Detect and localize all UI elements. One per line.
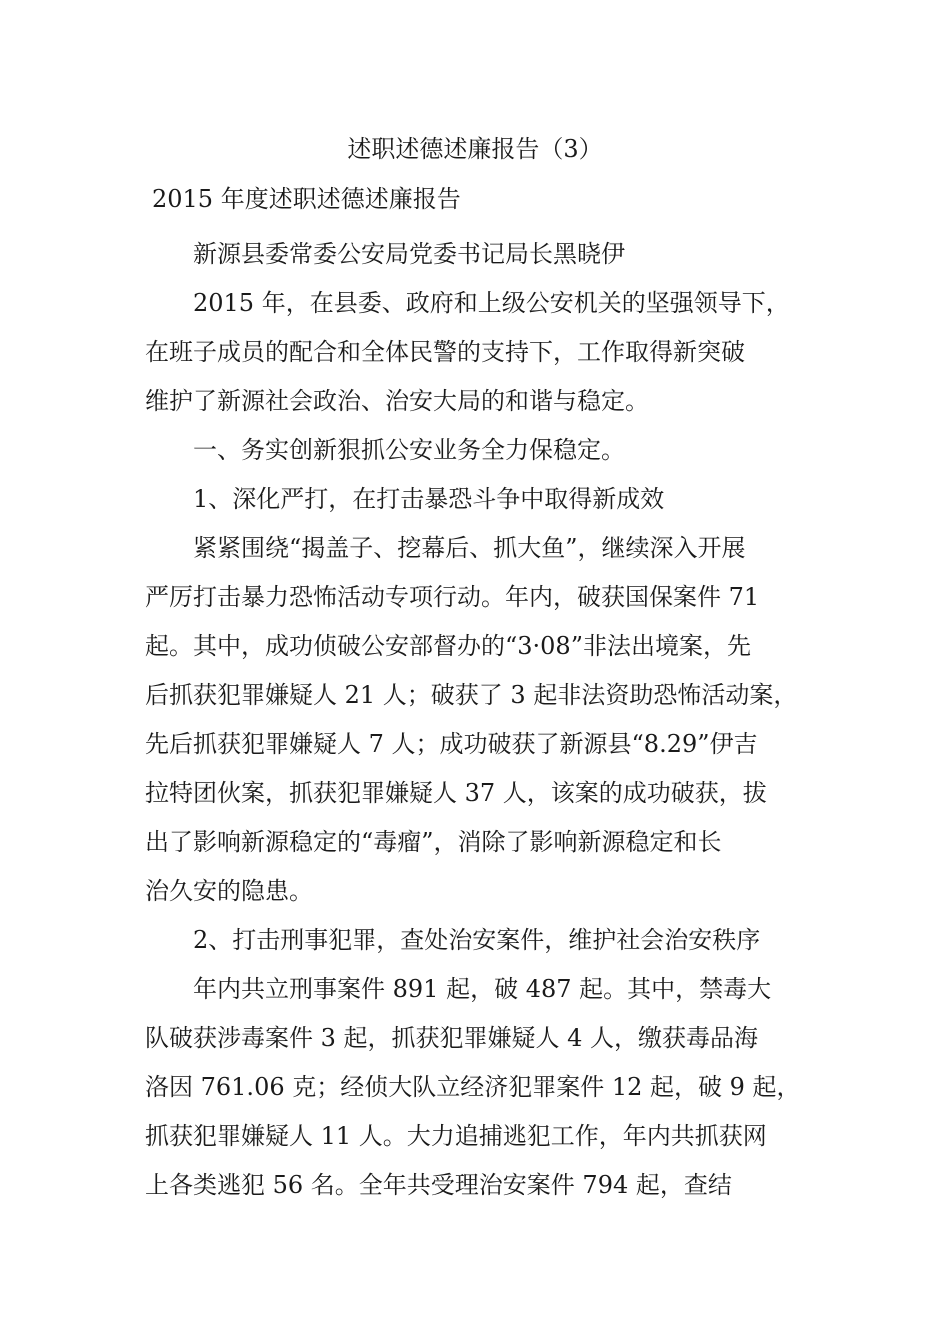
body-line: 起。其中，成功侦破公安部督办的“3·08”非法出境案，先 xyxy=(145,632,751,660)
body-line: 2015 年，在县委、政府和上级公安机关的坚强领导下， xyxy=(145,289,790,317)
body-line: 拉特团伙案，抓获犯罪嫌疑人 37 人，该案的成功破获，拔 xyxy=(145,779,767,807)
body-line: 后抓获犯罪嫌疑人 21 人；破获了 3 起非法资助恐怖活动案， xyxy=(145,681,798,709)
body-line: 年内共立刑事案件 891 起，破 487 起。其中，禁毒大 xyxy=(145,975,772,1003)
body-line: 1、深化严打，在打击暴恐斗争中取得新成效 xyxy=(145,485,665,513)
body-line: 2、打击刑事犯罪，查处治安案件，维护社会治安秩序 xyxy=(145,926,761,954)
document-title: 述职述德述廉报告（3） xyxy=(347,135,603,163)
body-line: 紧紧围绕“揭盖子、挖幕后、抓大鱼”，继续深入开展 xyxy=(145,534,746,562)
body-line: 严厉打击暴力恐怖活动专项行动。年内，破获国保案件 71 xyxy=(145,583,760,611)
body-line: 洛因 761.06 克；经侦大队立经济犯罪案件 12 起，破 9 起， xyxy=(145,1073,801,1101)
body-line: 出了影响新源稳定的“毒瘤”，消除了影响新源稳定和长 xyxy=(145,828,722,856)
body-line: 先后抓获犯罪嫌疑人 7 人；成功破获了新源县“8.29”伊吉 xyxy=(145,730,758,758)
body-line: 新源县委常委公安局党委书记局长黑晓伊 xyxy=(145,240,625,268)
body-line: 队破获涉毒案件 3 起，抓获犯罪嫌疑人 4 人，缴获毒品海 xyxy=(145,1024,759,1052)
body-line: 在班子成员的配合和全体民警的支持下，工作取得新突破 xyxy=(145,338,745,366)
document-subtitle: 2015 年度述职述德述廉报告 xyxy=(152,185,461,213)
body-line: 抓获犯罪嫌疑人 11 人。大力追捕逃犯工作，年内共抓获网 xyxy=(145,1122,767,1150)
body-line: 上各类逃犯 56 名。全年共受理治安案件 794 起，查结 xyxy=(145,1171,732,1199)
body-line: 治久安的隐患。 xyxy=(145,877,313,905)
document-body xyxy=(145,230,835,1210)
body-line: 维护了新源社会政治、治安大局的和谐与稳定。 xyxy=(145,387,649,415)
body-line: 一、务实创新狠抓公安业务全力保稳定。 xyxy=(145,436,625,464)
